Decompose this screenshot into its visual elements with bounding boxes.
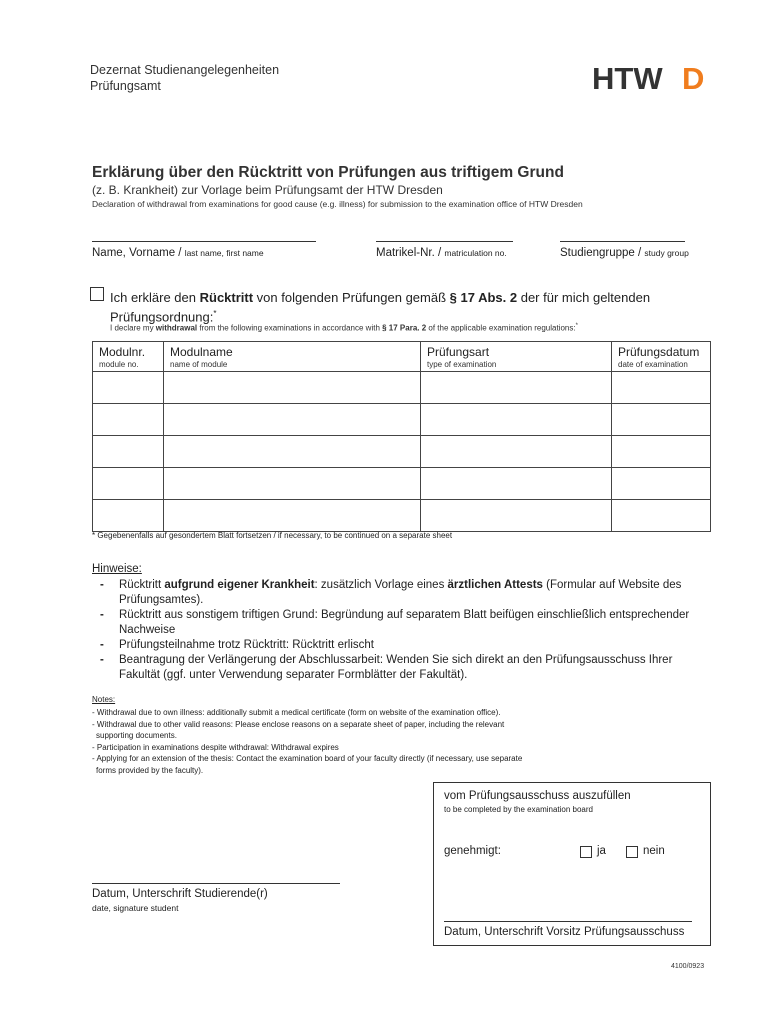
table-cell[interactable] <box>164 372 421 404</box>
htw-logo <box>592 62 710 94</box>
approved-yes-checkbox[interactable] <box>580 846 592 858</box>
board-signature-label: Datum, Unterschrift Vorsitz Prüfungsausschuss <box>444 926 685 938</box>
office-header <box>90 62 279 94</box>
col-module-name: Modulname name of module <box>164 342 421 372</box>
table-cell[interactable] <box>421 404 612 436</box>
notes-title: Notes: <box>92 695 116 704</box>
note-item: - Applying for an extension of the thesis: Contact the examination board of your faculty directly (if necessary, use separate <box>92 754 523 763</box>
office-subname: Prüfungsamt <box>90 79 161 93</box>
col-exam-type: Prüfungsart type of examination <box>421 342 612 372</box>
name-label-de: Name, Vorname / <box>92 247 185 259</box>
withdrawal-checkbox[interactable] <box>90 287 104 301</box>
student-signature-line[interactable] <box>92 883 340 884</box>
table-row <box>93 372 711 404</box>
form-code: 4100/0923 <box>671 963 705 970</box>
note-item: - Participation in examinations despite withdrawal: Withdrawal expires <box>92 742 339 752</box>
table-cell[interactable] <box>93 436 164 468</box>
approved-yes-label: ja <box>597 845 606 857</box>
group-field-label <box>560 247 689 259</box>
name-label-en: last name, first name <box>184 248 264 258</box>
table-cell[interactable] <box>612 372 711 404</box>
hint-item: - Beantragung der Verlängerung der Abschlussarbeit: Wenden Sie sich direkt an den Prüfungsausschuss Ihrer Fakultät (ggf. unter Verwendung separater Formblätter der Fakultät). <box>92 653 712 683</box>
matrikel-label-en: matriculation no. <box>444 248 507 258</box>
table-header-row <box>93 342 711 372</box>
table-footnote: * Gegebenenfalls auf gesondertem Blatt fortsetzen / if necessary, to be continued on a separate sheet <box>92 531 453 540</box>
approved-no-checkbox[interactable] <box>626 846 638 858</box>
name-field-label <box>92 247 264 259</box>
table-cell[interactable] <box>421 500 612 532</box>
approved-label: genehmigt: <box>444 845 501 857</box>
table-cell[interactable] <box>93 404 164 436</box>
table-row <box>93 404 711 436</box>
logo-text: HTW <box>592 62 663 94</box>
table-cell[interactable] <box>93 372 164 404</box>
table-cell[interactable] <box>164 404 421 436</box>
student-signature-label: Datum, Unterschrift Studierende(r) <box>92 888 268 900</box>
examination-board-box <box>433 782 711 946</box>
exam-table <box>92 341 711 532</box>
table-cell[interactable] <box>421 436 612 468</box>
group-label-de: Studiengruppe / <box>560 247 645 259</box>
board-box-title-english: to be completed by the examination board <box>444 805 593 814</box>
table-row <box>93 500 711 532</box>
table-cell[interactable] <box>612 468 711 500</box>
logo-accent: D <box>682 62 705 94</box>
notes-list <box>92 707 612 776</box>
hints-list <box>92 578 712 683</box>
board-box-title: vom Prüfungsausschuss auszufüllen <box>444 790 631 802</box>
note-item: - Withdrawal due to other valid reasons: Please enclose reasons on a separate sheet of paper, including the relevant <box>92 719 505 729</box>
page-title-english: Declaration of withdrawal from examinations for good cause (e.g. illness) for submission to the examination office of HTW Dresden <box>92 199 583 209</box>
page-title: Erklärung über den Rücktritt von Prüfungen aus triftigem Grund <box>92 164 564 181</box>
hint-item: - Rücktritt aufgrund eigener Krankheit: zusätzlich Vorlage eines ärztlichen Attests (Formular auf Website des Prüfungsamtes). <box>92 578 712 608</box>
col-module-no: Modulnr. module no. <box>93 342 164 372</box>
matrikel-label-de: Matrikel-Nr. / <box>376 247 445 259</box>
board-signature-line[interactable] <box>444 921 692 922</box>
approved-no-label: nein <box>643 845 665 857</box>
group-field-line[interactable] <box>560 241 685 242</box>
table-cell[interactable] <box>93 500 164 532</box>
note-item: supporting documents. <box>96 731 177 740</box>
table-cell[interactable] <box>164 468 421 500</box>
table-cell[interactable] <box>421 372 612 404</box>
table-row <box>93 468 711 500</box>
office-name: Dezernat Studienangelegenheiten <box>90 63 280 77</box>
col-exam-date: Prüfungsdatum date of examination <box>612 342 711 372</box>
student-signature-label-english: date, signature student <box>92 903 179 913</box>
declaration-text-english: I declare my withdrawal from the following examinations in accordance with § 17 Para. 2 of the applicable examination regulations:* <box>110 323 578 333</box>
note-item: forms provided by the faculty). <box>96 765 204 775</box>
note-item: - Withdrawal due to own illness: additionally submit a medical certificate (form on website of the examination office). <box>92 708 501 717</box>
table-cell[interactable] <box>93 468 164 500</box>
table-cell[interactable] <box>164 436 421 468</box>
table-cell[interactable] <box>612 436 711 468</box>
matrikel-field-label <box>376 247 507 259</box>
hints-title: Hinweise: <box>92 563 142 575</box>
declaration-text: Ich erkläre den Rücktritt von folgenden Prüfungen gemäß § 17 Abs. 2 der für mich geltenden Prüfungsordnung:* <box>110 290 651 325</box>
table-row <box>93 436 711 468</box>
matrikel-field-line[interactable] <box>376 241 513 242</box>
table-cell[interactable] <box>421 468 612 500</box>
name-field-line[interactable] <box>92 241 316 242</box>
table-cell[interactable] <box>612 404 711 436</box>
table-cell[interactable] <box>164 500 421 532</box>
hint-item: - Rücktritt aus sonstigem triftigen Grund: Begründung auf separatem Blatt beifügen einschließlich entsprechender Nachweise <box>92 608 712 638</box>
group-label-en: study group <box>644 248 689 258</box>
table-cell[interactable] <box>612 500 711 532</box>
page-subtitle: (z. B. Krankheit) zur Vorlage beim Prüfungsamt der HTW Dresden <box>92 183 443 197</box>
hint-item: - Prüfungsteilnahme trotz Rücktritt: Rücktritt erlischt <box>92 638 712 653</box>
